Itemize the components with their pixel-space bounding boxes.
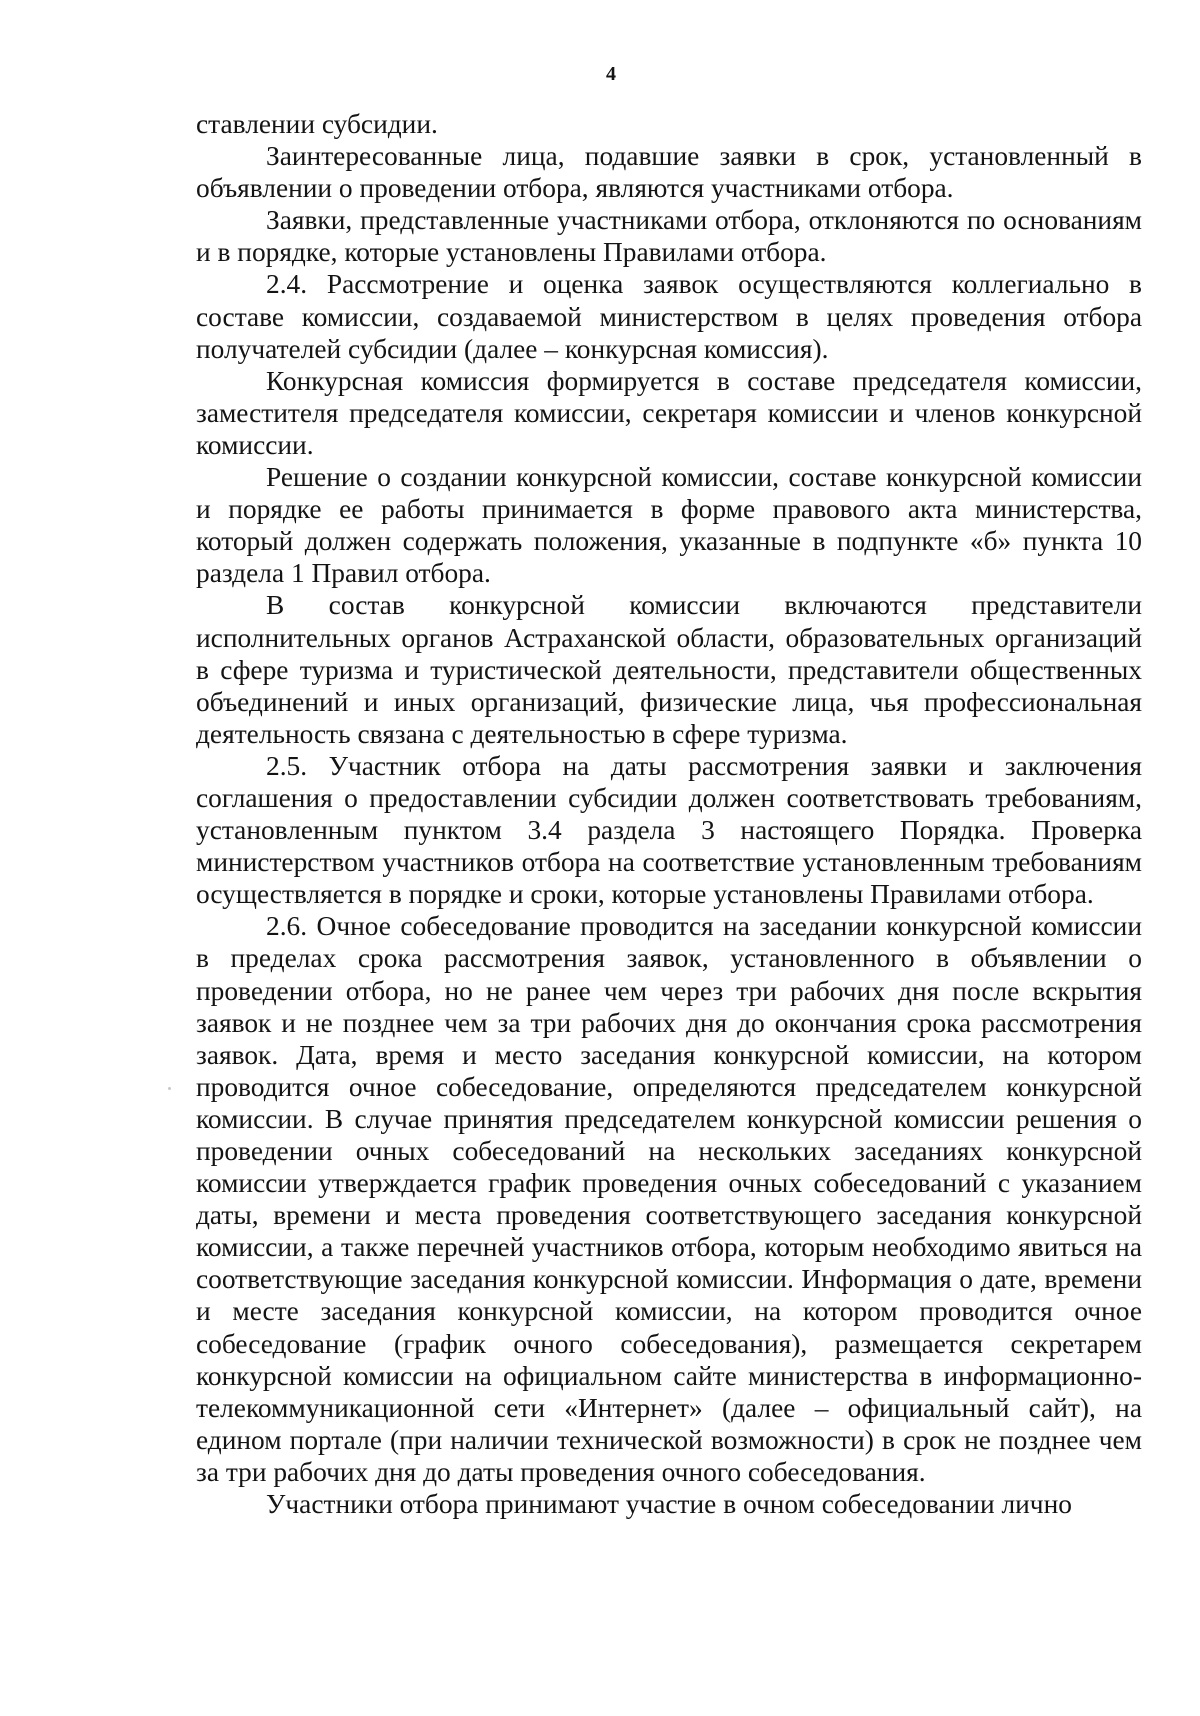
paragraph-commission-composition: Конкурсная комиссия формируется в составе председателя комиссии, заместителя председателя комиссии, секретаря комиссии и членов конкурсной комиссии. bbox=[196, 365, 1142, 460]
document-body bbox=[196, 108, 1142, 1520]
paragraph-continuation: ставлении субсидии. bbox=[196, 109, 438, 139]
paragraph-2-4: 2.4. Рассмотрение и оценка заявок осуществляются коллегиально в составе комиссии, создаваемой министерством в целях проведения отбора получателей субсидии (далее – конкурсная комиссия). bbox=[196, 269, 1142, 364]
paragraph-rejected-applications: Заявки, представленные участниками отбора, отклоняются по основаниям и в порядке, которые установлены Правилами отбора. bbox=[196, 205, 1142, 268]
paragraph-2-5: 2.5. Участник отбора на даты рассмотрения заявки и заключения соглашения о предоставлении субсидии должен соответствовать требованиям, установленным пунктом 3.4 раздела 3 настоящего Порядка. Проверка министерством участников отбора на соответствие установленным требованиям осуществляется в порядке и сроки, которые установлены Правилами отбора. bbox=[196, 750, 1142, 910]
paragraph-commission-decision: Решение о создании конкурсной комиссии, составе конкурсной комиссии и порядке ее работы принимается в форме правового акта министерства, который должен содержать положения, указанные в подпункте «б» пункта 10 раздела 1 Правил отбора. bbox=[196, 462, 1142, 589]
scan-speck bbox=[168, 1087, 171, 1090]
paragraph-interested-persons: Заинтересованные лица, подавшие заявки в срок, установленный в объявлении о проведении отбора, являются участниками отбора. bbox=[196, 141, 1142, 204]
page-number: 4 bbox=[606, 63, 616, 85]
paragraph-commission-members: В состав конкурсной комиссии включаются представители исполнительных органов Астраханской области, образовательных организаций в сфере туризма и туристической деятельности, представители общественных объединений и иных организаций, физические лица, чья профессиональная деятельность связана с деятельностью в сфере туризма. bbox=[196, 590, 1142, 749]
paragraph-participation: Участники отбора принимают участие в очном собеседовании лично bbox=[266, 1489, 1072, 1520]
paragraph-2-6: 2.6. Очное собеседование проводится на заседании конкурсной комиссии в пределах срока рассмотрения заявок, установленного в объявлении о проведении отбора, но не ранее чем через три рабочих дня после вскрытия заявок и не позднее чем за три рабочих дня до окончания срока рассмотрения заявок. Дата, время и место заседания конкурсной комиссии, на котором проводится очное собеседование, определяются председателем конкурсной комиссии. В случае принятия председателем конкурсной комиссии решения о проведении очных собеседований на нескольких заседаниях конкурсной комиссии утверждается график проведения очных собеседований с указанием даты, времени и места проведения соответствующего заседания конкурсной комиссии, а также перечней участников отбора, которым необходимо явиться на соответствующие заседания конкурсной комиссии. Информация о дате, времени и месте заседания конкурсной комиссии, на котором проводится очное собеседование (график очного собеседования), размещается секретарем конкурсной комиссии на официальном сайте министерства в информационно-телекоммуникационной сети «Интернет» (далее – официальный сайт), на едином портале (при наличии технической возможности) в срок не позднее чем за три рабочих дня до даты проведения очного собеседования. bbox=[196, 911, 1142, 1487]
